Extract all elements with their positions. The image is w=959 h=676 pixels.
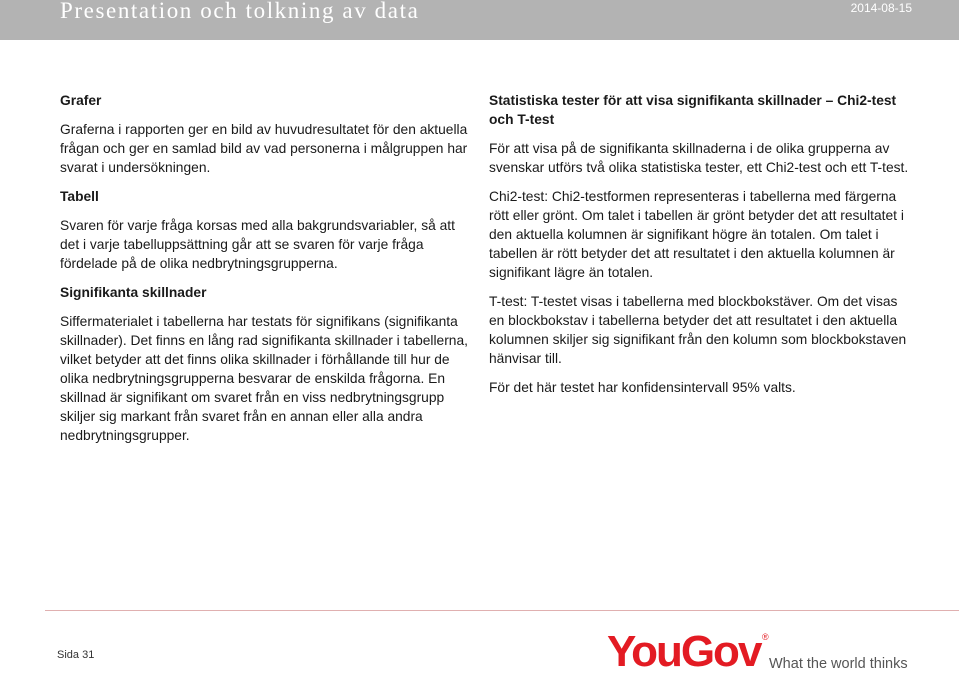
page-number: Sida 31	[57, 649, 95, 661]
header-date: 2014-08-15	[850, 1, 912, 15]
header-bar	[0, 0, 959, 40]
signifikanta-heading: Signifikanta skillnader	[60, 285, 207, 300]
konfidens-text: För det här testet har konfidensintervall 95% valts.	[489, 380, 796, 395]
tabell-text: Svaren för varje fråga korsas med alla bakgrundsvariabler, så att det i varje tabelluppsättning går att se svaren för varje fråga fördelade på de olika nedbrytningsgrupperna.	[60, 218, 455, 271]
signifikanta-text: Siffermaterialet i tabellerna har testats för signifikans (signifikanta skillnader). Det finns en lång rad signifikanta skillnader i tabellerna, vilket betyder att det finns olika skillnader i förhållande till hur de olika nedbrytningsgrupperna besvarar de enskilda frågorna. En skillnad är signifikant om svaret från en viss nedbrytningsgrupp skiljer sig markant från svaret från en annan eller alla andra nedbrytningsgrupper.	[60, 314, 468, 443]
grafer-text: Graferna i rapporten ger en bild av huvudresultatet för den aktuella frågan och ger en samlad bild av vad personerna i målgruppen har svarat i undersökningen.	[60, 122, 468, 175]
logo-tagline: What the world thinks	[769, 656, 908, 672]
yougov-logo	[607, 627, 908, 676]
chi2-text: Chi2-test: Chi2-testformen representeras i tabellerna med färgerna rött eller grönt. Om talet i tabellen är grönt betyder det att resultatet i den aktuella kolumnen är signifikant högre än totalen. Om talet i tabellen är rött betyder det att resultatet i den aktuella kolumnen är signifikant lägre än totalen.	[489, 189, 904, 280]
footer-divider	[45, 610, 959, 611]
statistiska-tester-heading: Statistiska tester för att visa signifikanta skillnader – Chi2-test och T-test	[489, 93, 897, 127]
left-column	[60, 91, 475, 445]
registered-mark: ®	[762, 632, 769, 642]
logo-wordmark: YouGov	[607, 627, 761, 676]
ttest-text: T-test: T-testet visas i tabellerna med blockbokstäver. Om det visas en blockbokstav i tabellerna betyder det att resultatet i den aktuella kolumnen skiljer sig signifikant från den kolumn som blockbokstaven hänvisar till.	[489, 294, 907, 366]
tabell-heading: Tabell	[60, 189, 99, 204]
page-title: Presentation och tolkning av data	[60, 0, 420, 23]
grafer-heading: Grafer	[60, 93, 102, 108]
right-column	[489, 91, 909, 397]
statistiska-intro: För att visa på de signifikanta skillnaderna i de olika grupperna av svenskar utförs två olika statistiska tester, ett Chi2-test och ett T-test.	[489, 141, 909, 175]
